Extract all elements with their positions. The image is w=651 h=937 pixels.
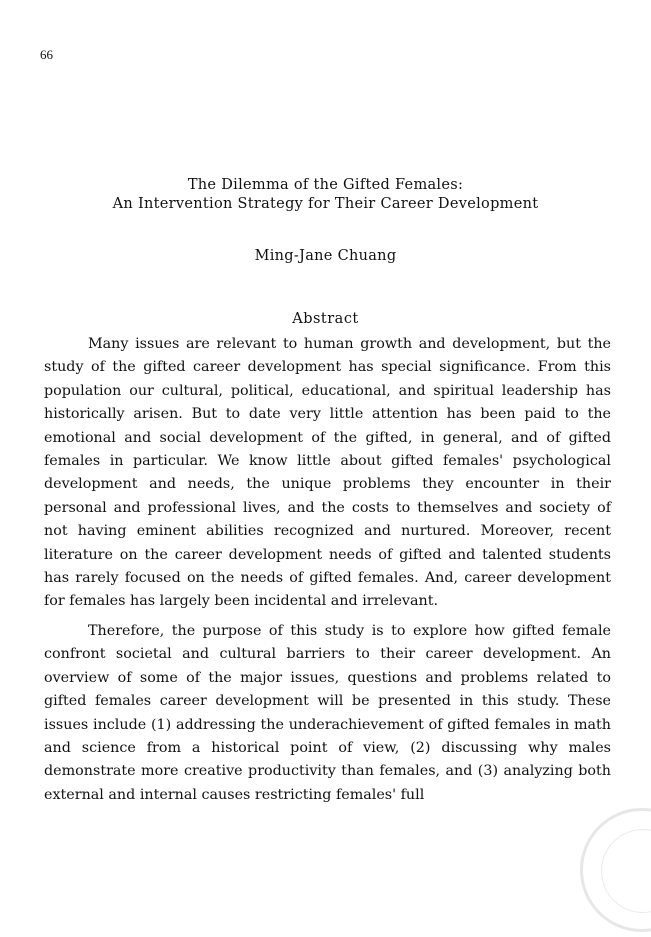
author: Ming-Jane Chuang [254,248,397,264]
abstract-heading: Abstract [292,311,359,327]
paragraph: Many issues are relevant to human growth and development, but the study of the gifted career development has special significance. From this population our cultural, political, educational, and spiritual leadership has historically arisen. But to date very little attention has been paid to the emotional and social development of the gifted, in general, and of gifted females in particular. We know little about gifted females' psychological development and needs, the unique problems they encounter in their personal and professional lives, and the costs to themselves and society of not having eminent abilities recognized and nurtured. Moreover, recent literature on the career development needs of gifted and talented students has rarely focused on the needs of gifted females. And, career development for females has largely been incidental and irrelevant. [44,336,611,610]
title-line-2: An Intervention Strategy for Their Career Development [112,196,539,212]
stamp-inner-ring [601,829,651,913]
paragraph: Therefore, the purpose of this study is to explore how gifted female confront societal and cultural barriers to their career development. An overview of some of the major issues, questions and problems related to gifted females career development will be presented in this study. These issues include (1) addressing the underachievement of gifted females in math and science from a historical point of view, (2) discussing why males demonstrate more creative productivity than females, and (3) analyzing both external and internal causes restricting females' full [44,622,611,803]
paper-title [0,176,651,214]
library-stamp-icon [580,808,651,932]
page-number: 66 [40,47,53,62]
title-line-1: The Dilemma of the Gifted Females: [187,177,464,193]
abstract-body [44,333,611,813]
